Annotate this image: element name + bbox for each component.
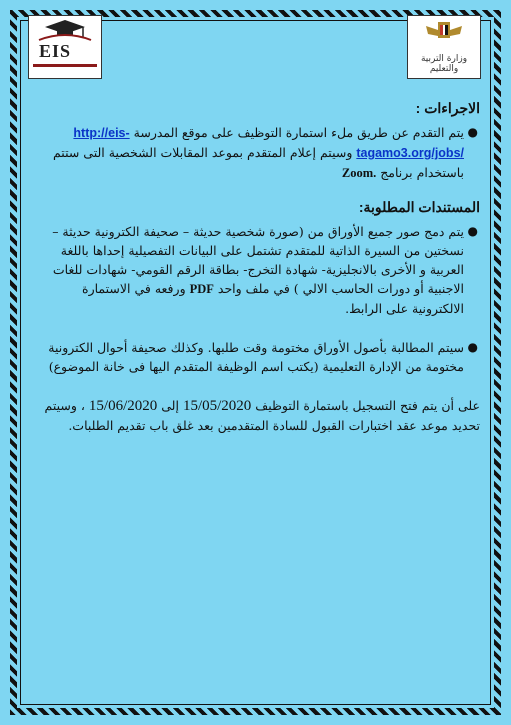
- ministry-logo: [407, 15, 481, 79]
- eis-logo-text: EIS: [39, 41, 72, 61]
- procedures-text-2: وسيتم إعلام المتقدم بموعد المقابلات الشخصية التى ستتم باستخدام برنامج: [52, 145, 464, 180]
- ministry-logo-text: وزارة التربية والتعليم: [420, 54, 468, 74]
- footer-text-3: ، وسيتم تحديد موعد عقد اختبارات القبول للسادة المتقدمين بعد غلق باب تقديم الطلبات.: [44, 398, 480, 433]
- footer-text-2: إلى: [161, 398, 179, 413]
- registration-note: [28, 396, 480, 435]
- documents-text-1: يتم دمج صور جميع الأوراق من (صورة شخصية حديثة – صحيفة الكترونية حديثة – نسختين من السيرة الذاتية للمتقدم تشتمل على البيانات التفصيلية إحداها باللغة العربية و الأخرى بالانجليزية- شهادة التخرج- بطاقة الرقم القومي- شهادات للغات الاجنبية أو دورات الحاسب الالي ) في ملف واحد: [52, 224, 464, 296]
- procedures-heading: الاجراءات :: [415, 100, 480, 116]
- documents-item-2: [28, 338, 480, 376]
- graduation-cap-icon: [29, 16, 101, 44]
- footer-text-1: على أن يتم فتح التسجيل باستمارة التوظيف: [255, 398, 480, 413]
- procedures-text-1: يتم التقدم عن طريق ملء استمارة التوظيف على موقع المدرسة: [133, 125, 464, 140]
- documents-text-3: سيتم المطالبة بأصول الأوراق مختومة وقت طلبها. وكذلك صحيفة أحوال الكترونية مختومة من الإدارة التعليمية (يكتب اسم الوظيفة المتقدم اليها فى خانة الموضوع): [48, 340, 464, 374]
- jobs-link[interactable]: http://eis-tagamo3.org/jobs/: [73, 126, 464, 160]
- documents-heading: المستندات المطلوبة:: [358, 199, 480, 215]
- start-date: 15/05/2020: [182, 398, 252, 414]
- procedures-item: [28, 123, 480, 183]
- documents-text-2: ورفعه في الاستمارة الالكترونية على الرابط.: [82, 281, 464, 316]
- zoom-app-name: Zoom.: [341, 166, 377, 180]
- documents-item-1: [28, 222, 480, 318]
- bullet-icon: ●: [467, 340, 478, 354]
- eagle-emblem-icon: [408, 16, 480, 54]
- eis-logo-underline: [33, 64, 97, 67]
- main-content: [28, 100, 480, 435]
- end-date: 15/06/2020: [88, 398, 158, 414]
- bullet-icon: ●: [467, 224, 478, 238]
- eis-logo: [28, 15, 102, 79]
- pdf-label: PDF: [189, 282, 214, 296]
- bullet-icon: ●: [467, 125, 478, 139]
